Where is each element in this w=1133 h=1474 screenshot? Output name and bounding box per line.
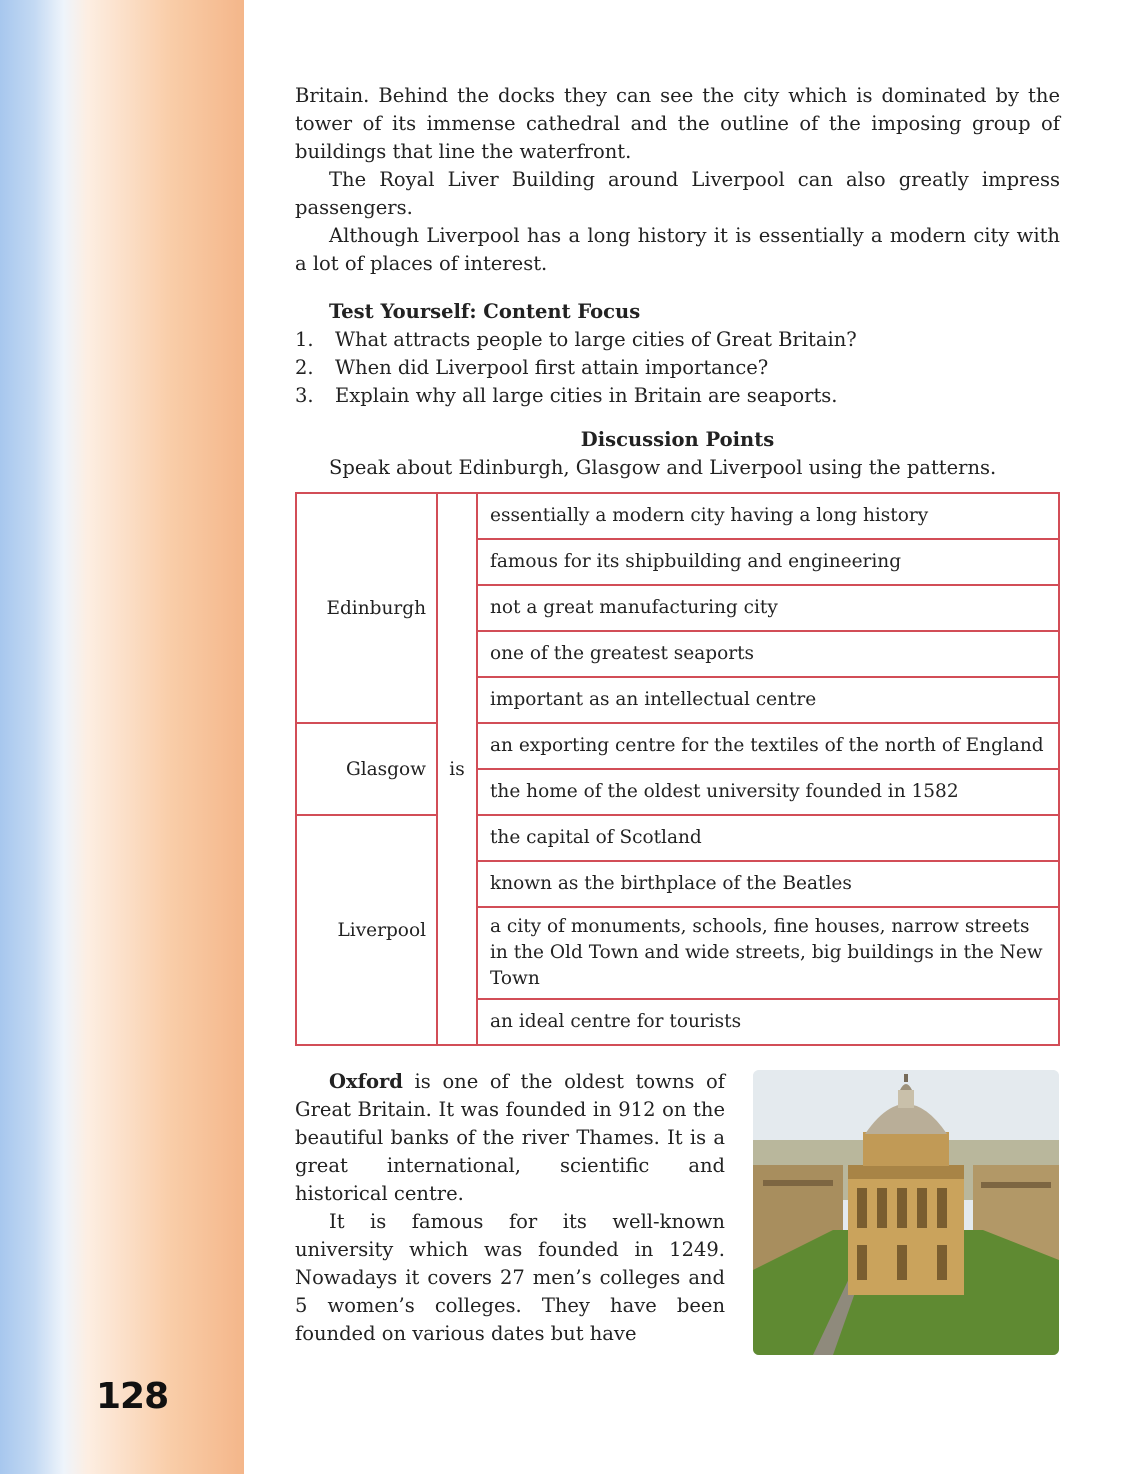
phrase-cell: a city of monuments, schools, fine houses, narrow streets in the Old Town and wide streets, big buildings in the New Town bbox=[477, 907, 1059, 999]
phrase-cell: essentially a modern city having a long history bbox=[477, 493, 1059, 539]
question-text: When did Liverpool first attain importance? bbox=[335, 356, 769, 379]
page-number: 128 bbox=[96, 1376, 169, 1417]
phrase-cell: known as the birthplace of the Beatles bbox=[477, 861, 1059, 907]
question-number: 3. bbox=[295, 384, 314, 407]
oxford-text-column bbox=[295, 1068, 725, 1348]
intro-paragraph-2: The Royal Liver Building around Liverpool can also greatly impress passengers. bbox=[295, 168, 1060, 219]
phrase-cell: an ideal centre for tourists bbox=[477, 999, 1059, 1045]
patterns-table bbox=[295, 492, 1060, 1046]
phrase-cell: one of the greatest seaports bbox=[477, 631, 1059, 677]
question-item bbox=[295, 326, 1060, 354]
discussion-title: Discussion Points bbox=[580, 428, 775, 451]
verb-cell bbox=[437, 493, 477, 1045]
phrase-cell: the capital of Scotland bbox=[477, 815, 1059, 861]
test-yourself-title: Test Yourself: Content Focus bbox=[329, 300, 641, 323]
oxford-paragraph-2: It is famous for its well-known university which was founded in 1249. Nowadays it covers 27 men’s colleges and 5 women’s colleges. They have been founded on various dates but have bbox=[295, 1210, 725, 1345]
oxford-paragraph-1 bbox=[295, 1068, 725, 1208]
city-cell-liverpool: Liverpool bbox=[296, 815, 437, 1045]
intro-paragraph-1: Britain. Behind the docks they can see the city which is dominated by the tower of its immense cathedral and the outline of the imposing group of buildings that line the waterfront. bbox=[295, 84, 1060, 163]
radcliffe-camera-photo bbox=[753, 1070, 1059, 1355]
decorative-side-band bbox=[0, 0, 244, 1474]
question-number: 1. bbox=[295, 328, 314, 351]
question-list bbox=[295, 326, 1060, 410]
question-text: Explain why all large cities in Britain are seaports. bbox=[335, 384, 838, 407]
question-item bbox=[295, 382, 1060, 410]
page-content bbox=[295, 82, 1060, 1358]
city-cell-glasgow: Glasgow bbox=[296, 723, 437, 815]
verb-text: is bbox=[449, 758, 465, 780]
phrase-cell: not a great manufacturing city bbox=[477, 585, 1059, 631]
phrase-cell: the home of the oldest university founded in 1582 bbox=[477, 769, 1059, 815]
oxford-paragraph-1-text: is one of the oldest towns of Great Britain. It was founded in 912 on the beautiful banks of the river Thames. It is a great international, scientific and historical centre. bbox=[295, 1070, 725, 1205]
city-cell-edinburgh: Edinburgh bbox=[296, 493, 437, 723]
phrase-cell: famous for its shipbuilding and engineering bbox=[477, 539, 1059, 585]
phrase-cell: an exporting centre for the textiles of the north of England bbox=[477, 723, 1059, 769]
intro-paragraph-3: Although Liverpool has a long history it is essentially a modern city with a lot of places of interest. bbox=[295, 224, 1060, 275]
oxford-bold-word: Oxford bbox=[329, 1070, 403, 1093]
question-text: What attracts people to large cities of Great Britain? bbox=[335, 328, 857, 351]
question-item bbox=[295, 354, 1060, 382]
question-number: 2. bbox=[295, 356, 314, 379]
discussion-instruction: Speak about Edinburgh, Glasgow and Liverpool using the patterns. bbox=[329, 456, 997, 479]
oxford-section bbox=[295, 1068, 1060, 1358]
photo-illustration bbox=[753, 1070, 1059, 1355]
phrase-cell: important as an intellectual centre bbox=[477, 677, 1059, 723]
